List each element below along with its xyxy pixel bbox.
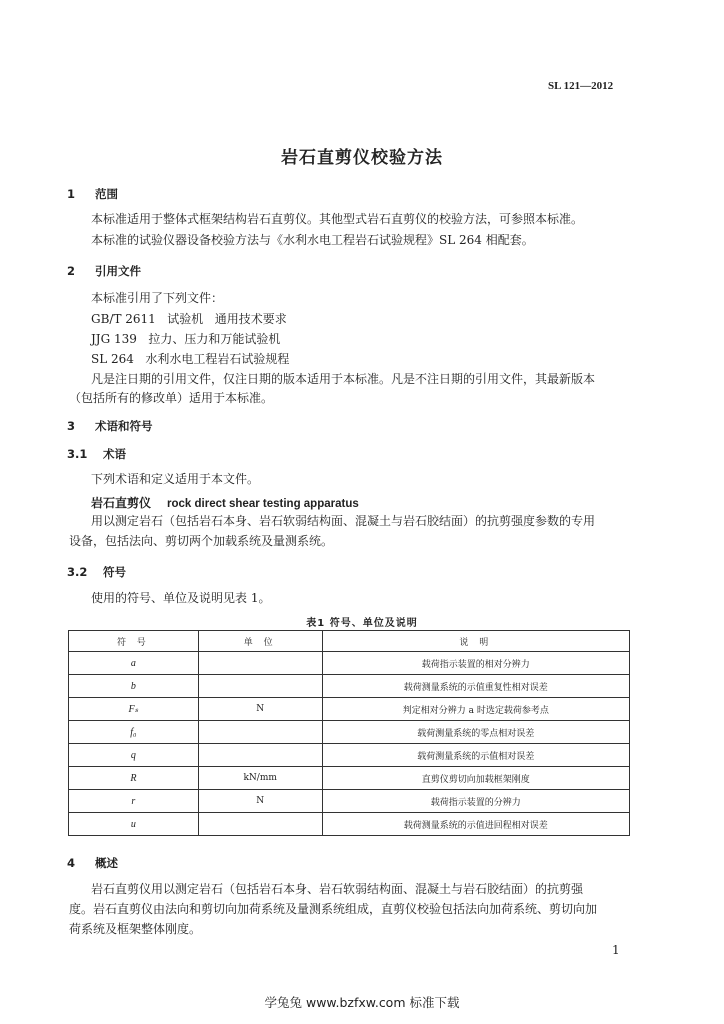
table-caption: 表1 符号、单位及说明	[306, 618, 418, 629]
table-header-row	[69, 631, 630, 652]
table-row	[69, 744, 630, 767]
paragraph: 用以测定岩石（包括岩石本身、岩石软弱结构面、混凝土与岩石胶结面）的抗剪强度参数的专用	[91, 514, 596, 528]
symbols-table	[68, 630, 630, 836]
reference-item: GB/T 2611 试验机 通用技术要求	[91, 312, 287, 326]
unit-cell: N	[198, 698, 322, 721]
description-cell: 载荷测量系统的示值相对误差	[322, 744, 629, 767]
table-row	[69, 813, 630, 836]
unit-cell	[198, 813, 322, 836]
description-cell: 载荷测量系统的示值进回程相对误差	[322, 813, 629, 836]
symbol-cell: u	[69, 813, 199, 836]
symbol-cell: R	[69, 767, 199, 790]
section-number: 3.2	[67, 565, 88, 579]
section-title: 符号	[103, 565, 126, 579]
description-cell: 载荷指示装置的分辨力	[322, 790, 629, 813]
unit-cell: kN/mm	[198, 767, 322, 790]
column-header: 单 位	[198, 631, 322, 652]
term-english: rock direct shear testing apparatus	[167, 498, 359, 510]
column-header: 符 号	[69, 631, 199, 652]
section-title: 概述	[95, 856, 118, 870]
paragraph: 岩石直剪仪用以测定岩石（包括岩石本身、岩石软弱结构面、混凝土与岩石胶结面）的抗剪强	[91, 882, 584, 896]
paragraph: 下列术语和定义适用于本文件。	[91, 472, 260, 486]
unit-cell: N	[198, 790, 322, 813]
table-row	[69, 790, 630, 813]
standard-code: SL 121—2012	[548, 80, 614, 92]
term-chinese: 岩石直剪仪	[91, 496, 152, 510]
section-4-heading	[67, 855, 118, 871]
description-cell: 载荷测量系统的零点相对误差	[322, 721, 629, 744]
section-number: 3	[67, 419, 76, 433]
table-row	[69, 721, 630, 744]
reference-item: SL 264 水利水电工程岩石试验规程	[91, 352, 290, 366]
reference-item: JJG 139 拉力、压力和万能试验机	[91, 332, 281, 346]
symbol-cell: f₀	[69, 721, 199, 744]
term-entry	[91, 492, 359, 511]
section-3-heading	[67, 418, 153, 434]
description-cell: 载荷指示装置的相对分辨力	[322, 652, 629, 675]
paragraph: （包括所有的修改单）适用于本标准。	[69, 391, 274, 405]
section-title: 范围	[95, 187, 118, 201]
symbol-cell: Fₛ	[69, 698, 199, 721]
section-number: 2	[67, 264, 76, 278]
section-1-heading	[67, 186, 118, 202]
paragraph: 本标准的试验仪器设备校验方法与《水利水电工程岩石试验规程》SL 264 相配套。	[91, 233, 534, 247]
symbol-cell: b	[69, 675, 199, 698]
unit-cell	[198, 675, 322, 698]
section-2-heading	[67, 263, 141, 279]
unit-cell	[198, 721, 322, 744]
description-cell: 判定相对分辨力 a 时选定载荷参考点	[322, 698, 629, 721]
table-row	[69, 675, 630, 698]
page-number: 1	[612, 943, 620, 957]
symbol-cell: q	[69, 744, 199, 767]
footer-watermark: 学兔兔 www.bzfxw.com 标准下载	[264, 995, 460, 1010]
section-number: 3.1	[67, 447, 88, 461]
table-row	[69, 652, 630, 675]
paragraph: 荷系统及框架整体刚度。	[69, 922, 202, 936]
section-title: 术语	[103, 447, 126, 461]
paragraph: 使用的符号、单位及说明见表 1。	[91, 591, 271, 605]
section-number: 1	[67, 187, 76, 201]
description-cell: 载荷测量系统的示值重复性相对误差	[322, 675, 629, 698]
subsection-3-1-heading	[67, 446, 126, 462]
section-title: 引用文件	[95, 264, 141, 278]
description-cell: 直剪仪剪切向加载框架刚度	[322, 767, 629, 790]
symbol-cell: a	[69, 652, 199, 675]
paragraph: 本标准引用了下列文件：	[91, 291, 224, 305]
page-title: 岩石直剪仪校验方法	[281, 148, 443, 168]
section-number: 4	[67, 856, 76, 870]
symbol-cell: r	[69, 790, 199, 813]
unit-cell	[198, 744, 322, 767]
table-row	[69, 767, 630, 790]
table-row	[69, 698, 630, 721]
paragraph: 度。岩石直剪仪由法向和剪切向加荷系统及量测系统组成，直剪仪校验包括法向加荷系统、剪切向加	[69, 902, 598, 916]
subsection-3-2-heading	[67, 564, 126, 580]
paragraph: 设备，包括法向、剪切两个加载系统及量测系统。	[69, 534, 334, 548]
section-title: 术语和符号	[95, 419, 153, 433]
unit-cell	[198, 652, 322, 675]
paragraph: 本标准适用于整体式框架结构岩石直剪仪。其他型式岩石直剪仪的校验方法，可参照本标准。	[91, 212, 584, 226]
paragraph: 凡是注日期的引用文件，仅注日期的版本适用于本标准。凡是不注日期的引用文件，其最新版本	[91, 372, 596, 386]
column-header: 说 明	[322, 631, 629, 652]
